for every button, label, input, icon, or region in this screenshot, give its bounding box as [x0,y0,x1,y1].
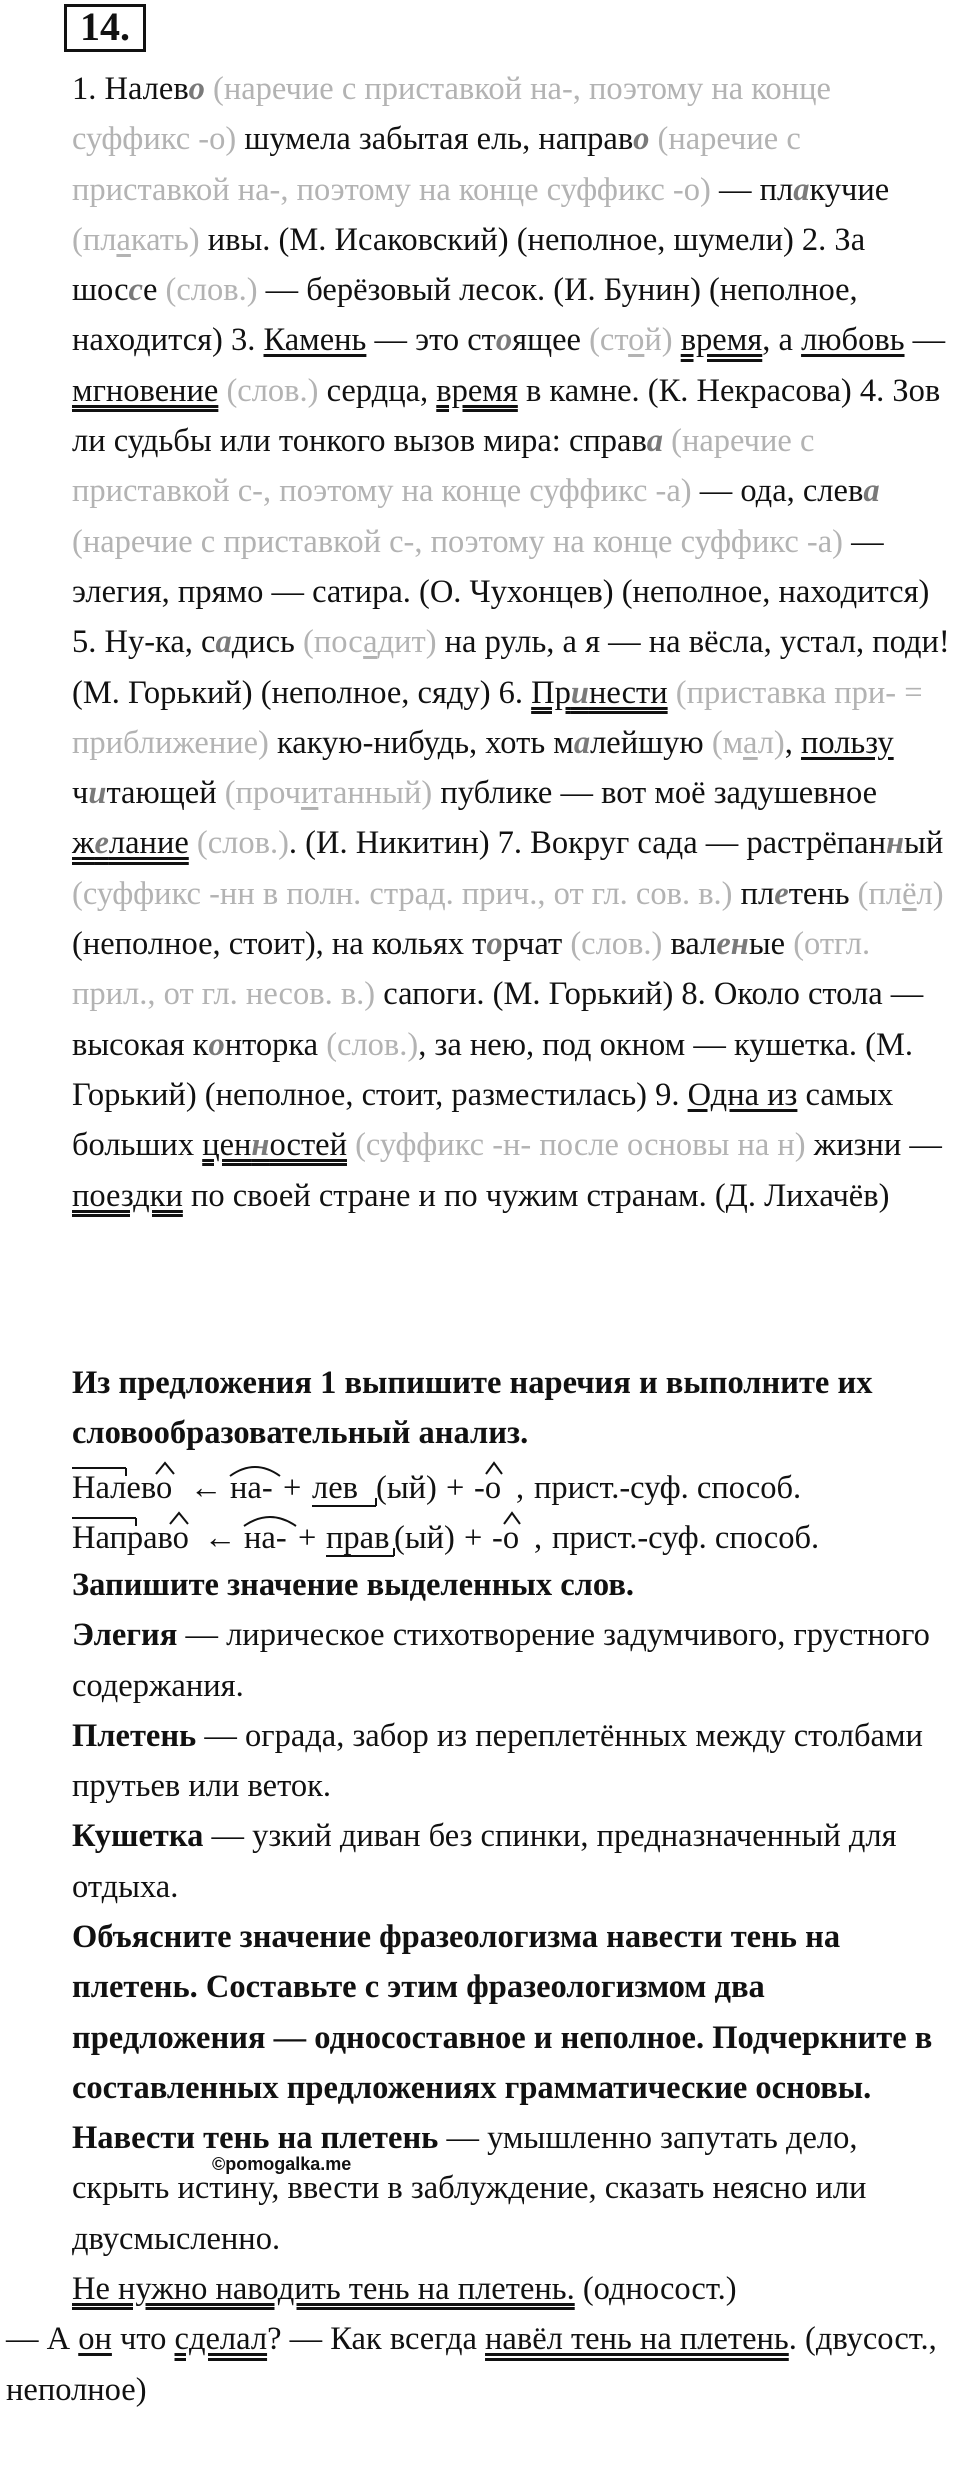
svg-text:,: , [534,1520,543,1556]
exercise-number: 14. [64,4,146,52]
exercise-text [6,64,956,1221]
definition-term: Кушетка [72,1818,204,1855]
analysis-method: прист.-суф. способ. [552,1520,820,1556]
svg-text:+: + [283,1470,302,1506]
analysis-root: лев [312,1470,358,1506]
svg-text:,: , [516,1470,525,1506]
svg-text:←: ← [190,1470,223,1506]
analysis-row [72,1513,819,1556]
example-sentence: Не нужно наводить тень на плетень. (односост.) [72,2271,737,2308]
word-formation-analysis [0,1460,960,1570]
svg-text:(ый): (ый) [394,1520,455,1556]
analysis-method: прист.-суф. способ. [534,1470,802,1506]
definition: Элегия — лирическое стихотворение задумчивого, грустного содержания. [72,1617,930,1704]
definition: Плетень — ограда, забор из переплетённых между столбами прутьев или веток. [72,1717,923,1805]
svg-text:+: + [464,1520,483,1556]
task3-heading: Объясните значение фразеологизма навести тень на плетень. Составьте с этим фразеологизмом два предложения — односоставное и неполное. Подчеркните в составленных предложениях грамматические основы. [72,1919,933,2106]
svg-text:(ый): (ый) [376,1470,437,1506]
definition-term: Элегия [72,1617,178,1654]
watermark: ©pomogalka.me [212,2154,352,2174]
analysis-row [72,1463,801,1506]
task2-block [6,1560,956,1912]
phrase-term: Навести тень на плетень [72,2120,439,2157]
svg-text:+: + [298,1520,317,1556]
svg-text:+: + [446,1470,465,1506]
svg-text:←: ← [204,1520,237,1556]
example-sentence: — А он что сделал? — Как всегда навёл тень на плетень. (двусост., неполное) [6,2321,937,2408]
analysis-word: Направо [72,1520,189,1556]
analysis-prefix: на- [230,1470,273,1506]
task2-heading: Запишите значение выделенных слов. [72,1567,635,1603]
analysis-suffix: -о [492,1520,520,1556]
sentences-paragraph: 1. Налево (наречие с приставкой на-, поэтому на конце суффикс -о) шумела забытая ель, направо (наречие с приставкой на-, поэтому на конце суффикс -о) — плакучие (плакать) ивы. (М. Исаковский) (неполное, шумели) 2. За шоссе (слов.) — берёзовый лесок. (И. Бунин) (неполное, находится) 3. Камень — это стоящее (стой) время, а любовь — мгновение (слов.) сердца, время в камне. (К. Некрасова) 4. Зов ли судьбы или тонкого вызов мира: справа (наречие с приставкой с-, поэтому на конце суффикс -а) — ода, слева (наречие с приставкой с-, поэтому на конце суффикс -а) — элегия, прямо — сатира. (О. Чухонцев) (неполное, находится) 5. Ну-ка, садись (посадит) на руль, а я — на вёсла, устал, поди! (М. Горький) (неполное, сяду) 6. Принести (приставка при- = приближение) какую-нибудь, хоть малейшую (мал), пользу читающей (прочитанный) публике — вот моё задушевное желание (слов.). (И. Никитин) 7. Вокруг сада — растрёпанный (суффикс -нн в полн. страд. прич., от гл. сов. в.) плетень (плёл) (неполное, стоит), на кольях торчат (слов.) валеные (отгл. прил., от гл. несов. в.) сапоги. (М. Горький) 8. Около стола — высокая конторка (слов.), за нею, под окном — кушетка. (М. Горький) (неполное, стоит, разместилась) 9. Одна из самых больших ценностей (суффикс -н- после основы на н) жизни — поездки по своей стране и по чужим странам. (Д. Лихачёв) [72,71,950,1214]
task3-block [6,1912,956,2415]
definition-term: Плетень [72,1717,197,1754]
task1-block [6,1358,956,1459]
phrase-definition: Навести тень на плетень — умышленно запутать дело, скрыть истину, ввести в заблуждение, сказать неясно или двусмысленно. [72,2120,867,2257]
analysis-prefix: на- [244,1520,287,1556]
analysis-suffix: -о [474,1470,502,1506]
analysis-word: Налево [72,1470,173,1506]
analysis-root: прав [326,1520,390,1556]
task1-heading: Из предложения 1 выпишите наречия и выполните их словообразовательный анализ. [72,1365,873,1452]
definition: Кушетка — узкий диван без спинки, предназначенный для отдыха. [72,1818,897,1905]
